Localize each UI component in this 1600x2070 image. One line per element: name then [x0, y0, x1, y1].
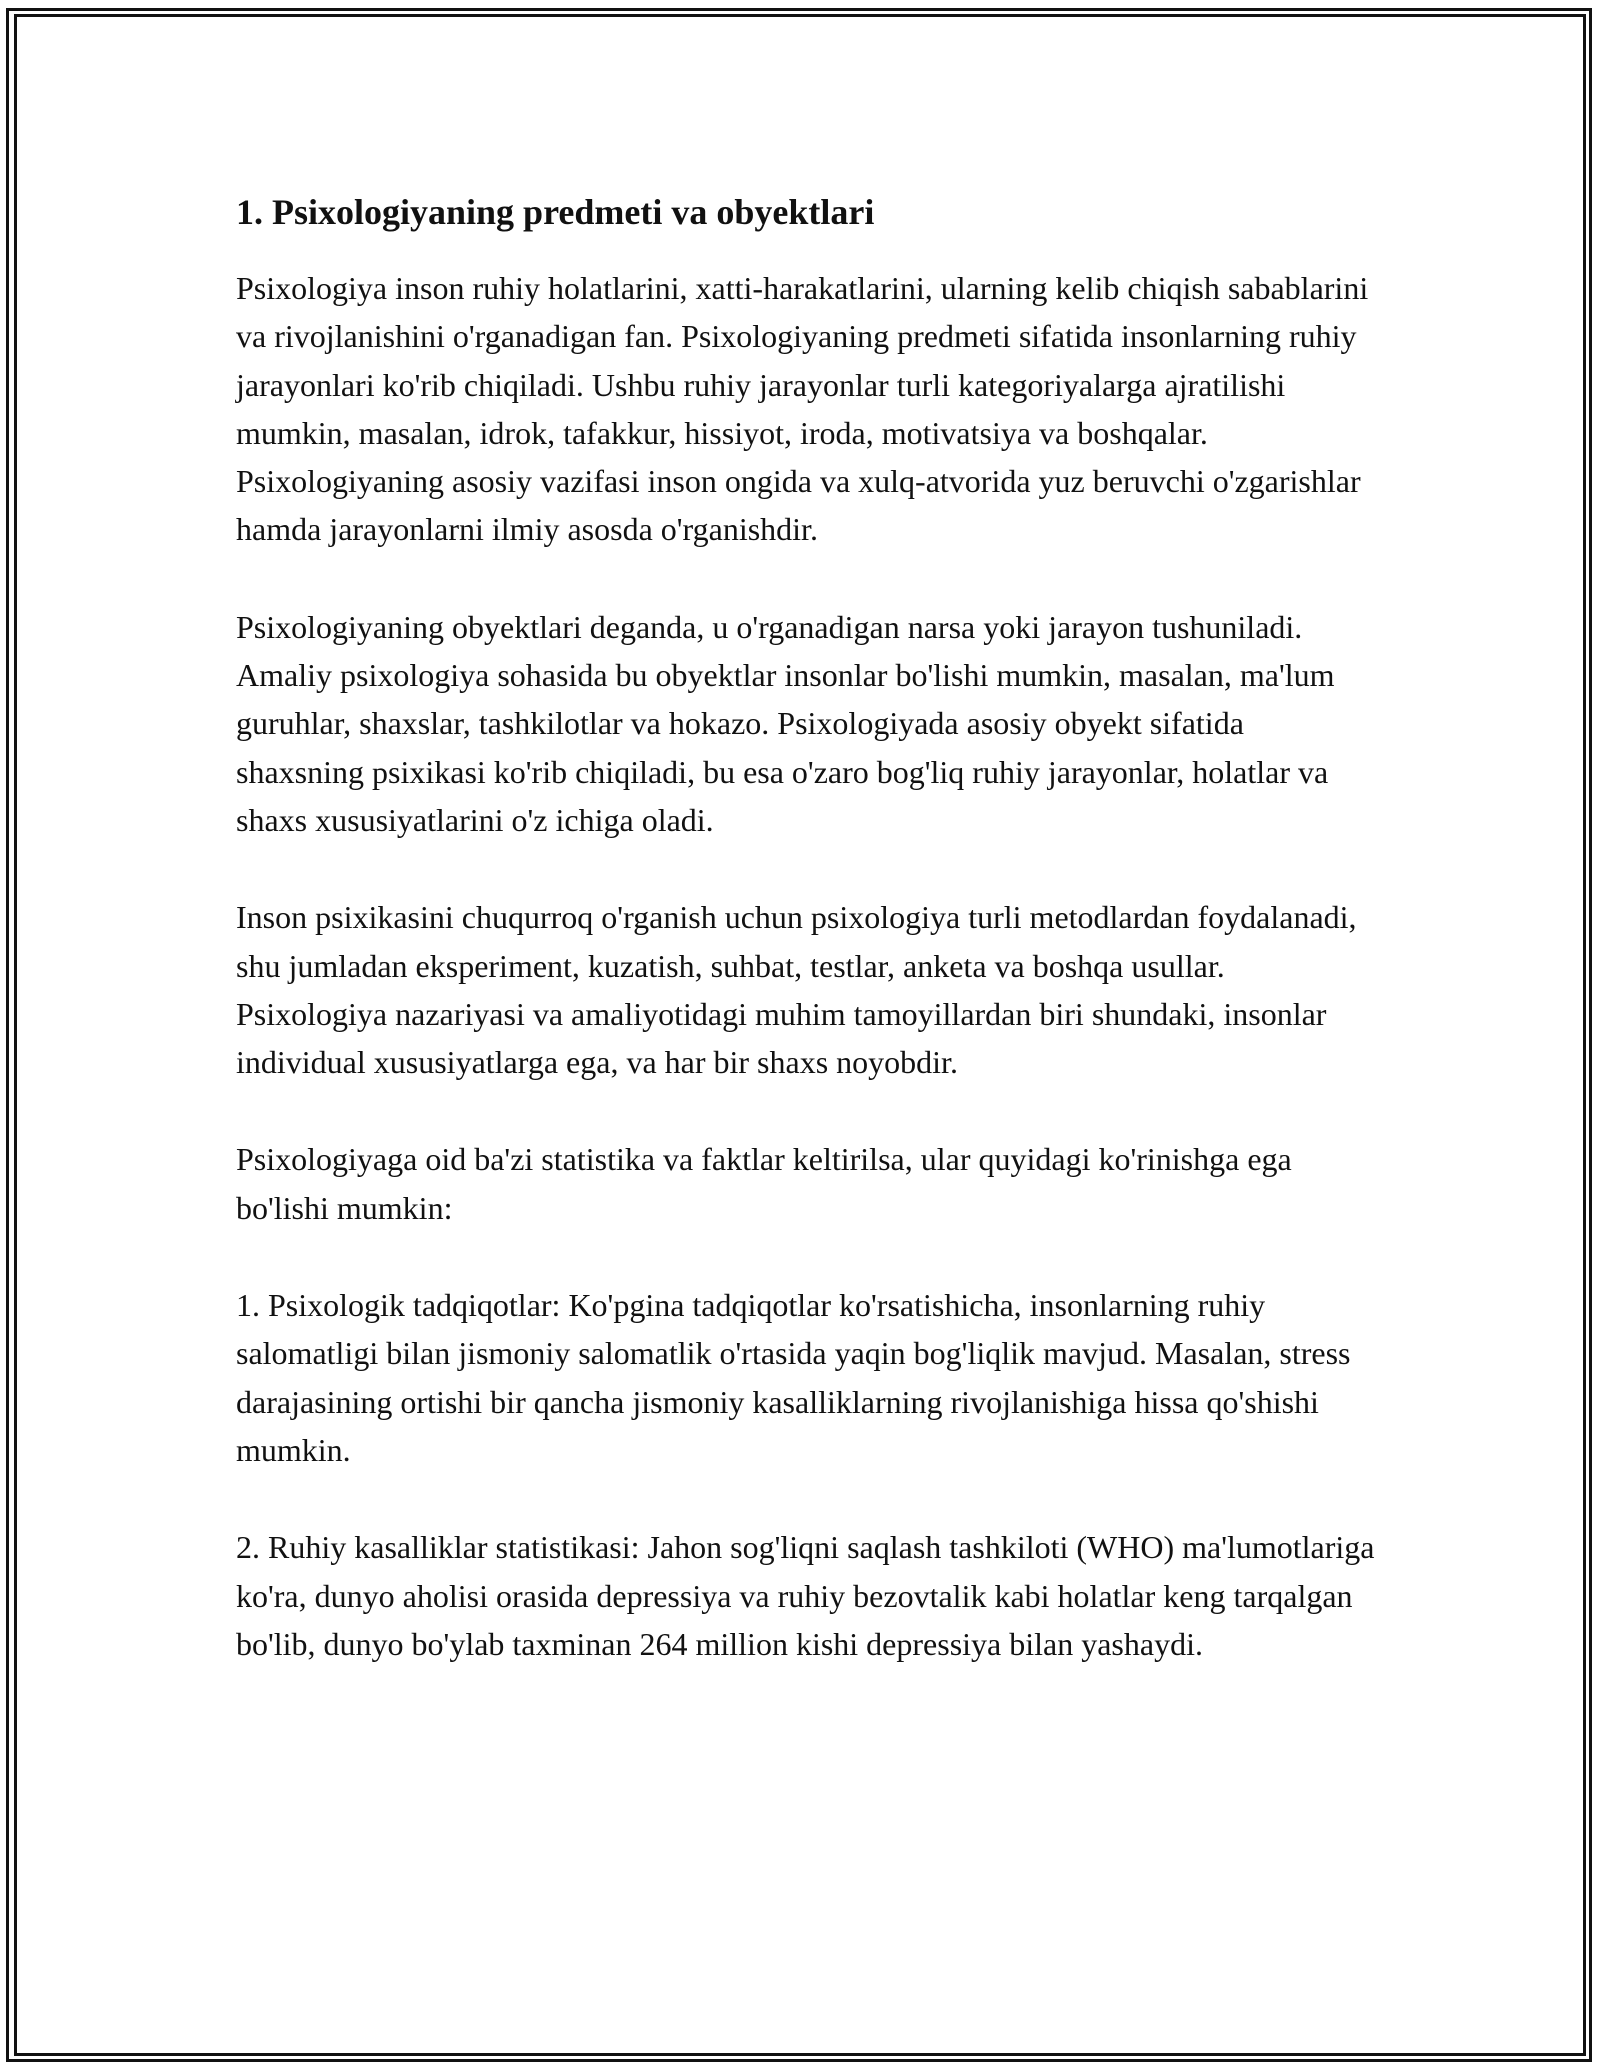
- document-body: [236, 190, 1376, 1717]
- paragraph-methods: Inson psixikasini chuqurroq o'rganish uchun psixologiya turli metodlardan foydalanadi, shu jumladan eksperiment, kuzatish, suhbat, testlar, anketa va boshqa usullar. Psixologiya nazariyasi va amaliyotidagi muhim tamoyillardan biri shundaki, insonlar individual xususiyatlarga ega, va har bir shaxs noyobdir.: [236, 899, 1357, 1081]
- paragraph-subject: Psixologiya inson ruhiy holatlarini, xatti-harakatlarini, ularning kelib chiqish sabablarini va rivojlanishini o'rganadigan fan. Psixologiyaning predmeti sifatida insonlarning ruhiy jarayonlari ko'rib chiqiladi. Ushbu ruhiy jarayonlar turli kategoriyalarga ajratilishi mumkin, masalan, idrok, tafakkur, hissiyot, iroda, motivatsiya va boshqalar. Psixologiyaning asosiy vazifasi inson ongida va xulq-atvorida yuz beruvchi o'zgarishlar hamda jarayonlarni ilmiy asosda o'rganishdir.: [236, 270, 1369, 548]
- paragraph-statistics-intro: Psixologiyaga oid ba'zi statistika va faktlar keltirilsa, ular quyidagi ko'rinishga ega bo'lishi mumkin:: [236, 1141, 1292, 1226]
- paragraph-research-fact: 1. Psixologik tadqiqotlar: Ko'pgina tadqiqotlar ko'rsatishicha, insonlarning ruhiy salomatligi bilan jismoniy salomatlik o'rtasida yaqin bog'liqlik mavjud. Masalan, stress darajasining ortishi bir qancha jismoniy kasalliklarning rivojlanishiga hissa qo'shishi mumkin.: [236, 1287, 1351, 1468]
- section-heading: 1. Psixologiyaning predmeti va obyektlari: [236, 192, 875, 232]
- paragraph-objects: Psixologiyaning obyektlari deganda, u o'rganadigan narsa yoki jarayon tushuniladi. Amaliy psixologiya sohasida bu obyektlar insonlar bo'lishi mumkin, masalan, ma'lum guruhlar, shaxslar, tashkilotlar va hokazo. Psixologiyada asosiy obyekt sifatida shaxsning psixikasi ko'rib chiqiladi, bu esa o'zaro bog'liq ruhiy jarayonlar, holatlar va shaxs xususiyatlarini o'z ichiga oladi.: [236, 608, 1335, 838]
- paragraph-mental-illness-fact: 2. Ruhiy kasalliklar statistikasi: Jahon sog'liqni saqlash tashkiloti (WHO) ma'lumotlariga ko'ra, dunyo aholisi orasida depressiya va ruhiy bezovtalik kabi holatlar keng tarqalgan bo'lib, dunyo bo'ylab taxminan 264 million kishi depressiya bilan yashaydi.: [236, 1529, 1375, 1662]
